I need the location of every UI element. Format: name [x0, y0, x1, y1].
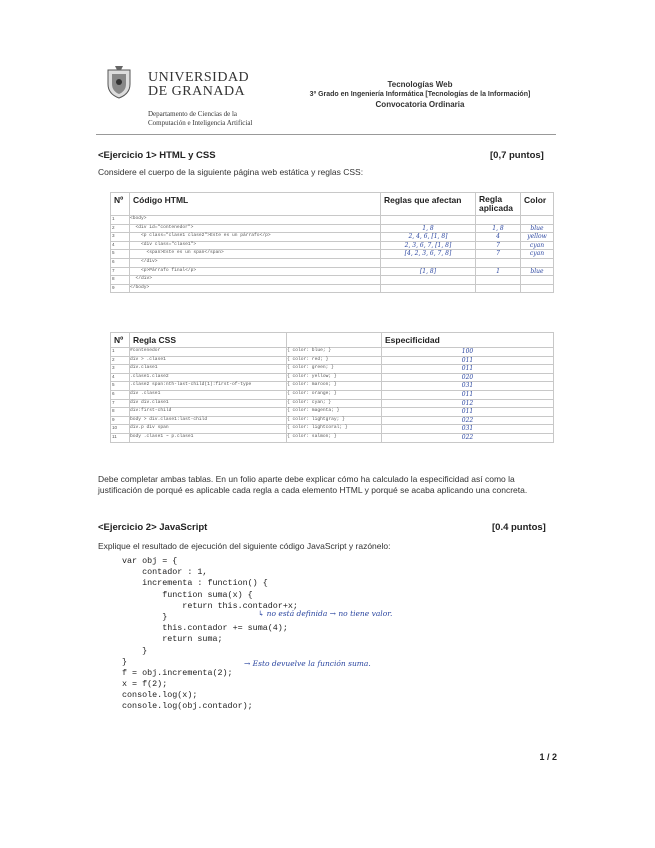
university-name-line1: UNIVERSIDAD [148, 70, 250, 85]
css-declaration: { color: cyan; } [287, 399, 382, 408]
code-line: this.contador += suma(4); [122, 623, 288, 634]
css-declaration: { color: magenta; } [287, 408, 382, 417]
col-code: Código HTML [130, 193, 381, 216]
css-table-row [111, 356, 554, 365]
js-code-block [122, 556, 298, 713]
css-selector: body > div.clase1:last-child [130, 416, 287, 425]
css-declaration: { color: red; } [287, 356, 382, 365]
row-number: 7 [111, 399, 130, 408]
color-value: yellow [521, 233, 554, 242]
row-number: 2 [111, 224, 130, 233]
color-value: cyan [521, 250, 554, 259]
rule-applied: 1 [476, 267, 521, 276]
code-line: return this.contador+x; [122, 600, 298, 611]
col-num: Nº [111, 193, 130, 216]
code-line: } [122, 656, 128, 667]
row-number: 10 [111, 425, 130, 434]
row-number: 9 [111, 416, 130, 425]
html-table [110, 192, 554, 293]
css-table-row [111, 373, 554, 382]
specificity-value: 012 [382, 399, 554, 408]
css-table-header [111, 333, 554, 348]
html-table-row [111, 241, 554, 250]
specificity-value: 011 [382, 356, 554, 365]
code-line: return suma; [122, 634, 223, 645]
color-value: blue [521, 224, 554, 233]
row-number: 2 [111, 356, 130, 365]
css-selector: div .clase1 [130, 390, 287, 399]
rules-affecting [381, 258, 476, 267]
color-value: blue [521, 267, 554, 276]
css-selector: #contenedor [130, 348, 287, 357]
css-selector: .clase1.clase2 [130, 373, 287, 382]
rule-applied: 4 [476, 233, 521, 242]
css-table-row [111, 399, 554, 408]
css-table-row [111, 425, 554, 434]
rules-affecting: 1, 8 [381, 224, 476, 233]
row-number: 4 [111, 373, 130, 382]
html-table-header [111, 193, 554, 216]
css-selector: div:first-child [130, 408, 287, 417]
css-declaration: { color: orange; } [287, 390, 382, 399]
code-line: console.log(obj.contador); [122, 701, 253, 712]
specificity-value: 031 [382, 382, 554, 391]
color-value [521, 284, 554, 293]
course-title: Tecnologías Web [387, 80, 453, 89]
code-line: console.log(x); [122, 690, 198, 701]
html-code: </div> [130, 258, 381, 267]
css-declaration: { color: maroon; } [287, 382, 382, 391]
row-number: 3 [111, 233, 130, 242]
specificity-value: 022 [382, 416, 554, 425]
rules-affecting [381, 276, 476, 285]
ex2-intro: Explique el resultado de ejecución del siguiente código JavaScript y razónelo: [98, 541, 391, 551]
row-number: 1 [111, 216, 130, 225]
css-declaration: { color: lightcoral; } [287, 425, 382, 434]
code-line: } [122, 645, 148, 656]
html-table-row [111, 250, 554, 259]
code-line: function suma(x) { [122, 589, 253, 600]
html-table-row [111, 284, 554, 293]
color-value [521, 276, 554, 285]
css-table-row [111, 416, 554, 425]
university-crest-icon [104, 64, 134, 100]
specificity-value: 011 [382, 365, 554, 374]
ex2-points: [0.4 puntos] [492, 522, 546, 533]
html-table-row [111, 216, 554, 225]
row-number: 9 [111, 284, 130, 293]
rules-affecting: [1, 8] [381, 267, 476, 276]
handwritten-note-returns: → Esto devuelve la función suma. [244, 659, 371, 668]
html-code: <span>Este es un span</span> [130, 250, 381, 259]
row-number: 8 [111, 276, 130, 285]
html-code: </body> [130, 284, 381, 293]
rules-affecting: 2, 4, 6, [1, 8] [381, 233, 476, 242]
html-table-row [111, 258, 554, 267]
html-code: </div> [130, 276, 381, 285]
css-declaration: { color: lightgray; } [287, 416, 382, 425]
col-selector: Regla CSS [130, 333, 287, 348]
html-code: <body> [130, 216, 381, 225]
html-code: <p>Párrafo final</p> [130, 267, 381, 276]
css-table-row [111, 408, 554, 417]
row-number: 1 [111, 348, 130, 357]
course-degree: 3º Grado en Ingeniería Informática [Tecnologías de la Información] [309, 91, 531, 98]
page-number: 1 / 2 [539, 752, 557, 762]
col-declaration [287, 333, 382, 348]
color-value: cyan [521, 241, 554, 250]
specificity-value: 011 [382, 390, 554, 399]
rules-affecting: [4, 2, 3, 6, 7, 8] [381, 250, 476, 259]
rules-affecting: 2, 3, 6, 7, [1, 8] [381, 241, 476, 250]
css-table-row [111, 382, 554, 391]
rule-applied [476, 216, 521, 225]
code-line: incrementa : function() { [122, 578, 268, 589]
header-divider [96, 134, 556, 135]
code-line: f = obj.incrementa(2); [122, 667, 233, 678]
html-table-row [111, 224, 554, 233]
rule-applied [476, 276, 521, 285]
css-selector: div > .clase1 [130, 356, 287, 365]
css-declaration: { color: blue; } [287, 348, 382, 357]
col-specificity: Especificidad [382, 333, 554, 348]
row-number: 7 [111, 267, 130, 276]
ex1-title: <Ejercicio 1> HTML y CSS [98, 150, 216, 161]
css-selector: div.clase1 [130, 365, 287, 374]
col-num: Nº [111, 333, 130, 348]
row-number: 8 [111, 408, 130, 417]
html-table-row [111, 276, 554, 285]
col-color: Color [521, 193, 554, 216]
css-declaration: { color: green; } [287, 365, 382, 374]
rule-applied: 1, 8 [476, 224, 521, 233]
css-table-row [111, 365, 554, 374]
ex1-instructions: Debe completar ambas tablas. En un folio aparte debe explicar cómo ha calculado la especificidad así como la justificación de porqué es aplicable cada regla a cada elemento HTML y porqué se acaba aplicando una concreta. [98, 474, 528, 495]
color-value [521, 258, 554, 267]
department-line2: Computación e Inteligencia Artificial [148, 119, 253, 127]
department-line1: Departamento de Ciencias de la [148, 110, 238, 118]
css-selector: .clase2 span:nth-last-child(1):first-of-type [130, 382, 287, 391]
html-code: <div class="clase1"> [130, 241, 381, 250]
html-code: <div id="contenedor"> [130, 224, 381, 233]
specificity-value: 020 [382, 373, 554, 382]
html-table-row [111, 267, 554, 276]
row-number: 3 [111, 365, 130, 374]
color-value [521, 216, 554, 225]
col-rules: Reglas que afectan [381, 193, 476, 216]
specificity-value: 031 [382, 425, 554, 434]
ex1-intro: Considere el cuerpo de la siguiente página web estática y reglas CSS: [98, 167, 364, 177]
code-line: var obj = { [122, 556, 178, 566]
rules-affecting [381, 216, 476, 225]
row-number: 5 [111, 250, 130, 259]
rules-affecting [381, 284, 476, 293]
css-selector: body .clase1 ~ p.clase1 [130, 433, 287, 442]
rule-applied: 7 [476, 250, 521, 259]
html-table-row [111, 233, 554, 242]
handwritten-note-undefined: ↳ no está definida → no tiene valor. [258, 609, 393, 618]
css-table-row [111, 348, 554, 357]
ex2-title: <Ejercicio 2> JavaScript [98, 522, 208, 533]
specificity-value: 011 [382, 408, 554, 417]
rule-applied: 7 [476, 241, 521, 250]
specificity-value: 100 [382, 348, 554, 357]
code-line: contador : 1, [122, 567, 208, 578]
row-number: 4 [111, 241, 130, 250]
ex1-points: [0,7 puntos] [490, 150, 544, 161]
css-declaration: { color: yellow; } [287, 373, 382, 382]
row-number: 6 [111, 258, 130, 267]
rule-applied [476, 258, 521, 267]
university-name-line2: DE GRANADA [148, 84, 246, 99]
row-number: 5 [111, 382, 130, 391]
css-declaration: { color: salmon; } [287, 433, 382, 442]
html-code: <p class="clase1 clase2">Este es un párrafo</p> [130, 233, 381, 242]
css-table-row [111, 433, 554, 442]
code-line: x = f(2); [122, 679, 168, 690]
css-table [110, 332, 554, 443]
css-table-row [111, 390, 554, 399]
course-info [290, 80, 550, 110]
row-number: 11 [111, 433, 130, 442]
rule-applied [476, 284, 521, 293]
css-selector: div.p div span [130, 425, 287, 434]
specificity-value: 022 [382, 433, 554, 442]
code-line: } [122, 611, 168, 622]
row-number: 6 [111, 390, 130, 399]
col-applied: Regla aplicada [476, 193, 521, 216]
course-call: Convocatoria Ordinaria [375, 100, 465, 109]
css-selector: div div.clase1 [130, 399, 287, 408]
